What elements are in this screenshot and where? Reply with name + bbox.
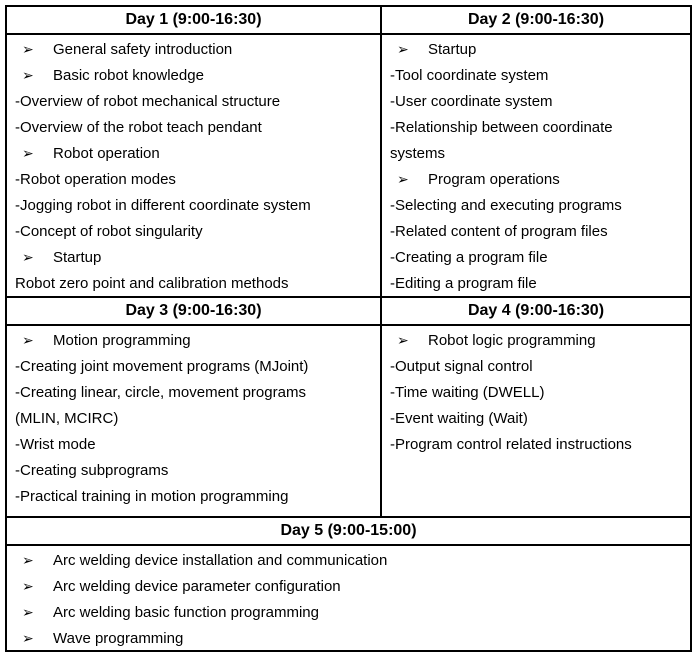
schedule-item [7, 379, 380, 405]
schedule-item [7, 244, 380, 270]
header-row-day5 [7, 518, 690, 546]
schedule-item-text: -User coordinate system [390, 92, 553, 110]
schedule-item-text: -Output signal control [390, 357, 533, 375]
schedule-item-text: -Related content of program files [390, 222, 608, 240]
schedule-item-text: Program operations [428, 170, 560, 188]
content-row-day5 [7, 546, 690, 650]
schedule-item [7, 327, 380, 353]
schedule-item [382, 218, 690, 244]
schedule-item-text: (MLIN, MCIRC) [15, 409, 119, 427]
day4-header: Day 4 (9:00-16:30) [467, 302, 605, 319]
schedule-item-text: -Tool coordinate system [390, 66, 549, 84]
training-schedule-table [5, 5, 692, 652]
schedule-item-text: -Program control related instructions [390, 435, 632, 453]
schedule-item [382, 166, 690, 192]
day2-content [382, 35, 690, 296]
schedule-item-text: Startup [53, 248, 102, 266]
arrow-bullet-icon: ➢ [22, 578, 34, 594]
arrow-bullet-icon: ➢ [397, 332, 409, 348]
schedule-item [7, 431, 380, 457]
schedule-item [382, 379, 690, 405]
schedule-item-text: -Robot operation modes [15, 170, 176, 188]
schedule-item-text: -Wrist mode [15, 435, 96, 453]
schedule-item-text: Arc welding basic function programming [53, 603, 319, 621]
content-row-day3-day4 [7, 326, 690, 518]
schedule-item [7, 405, 380, 431]
schedule-item-text: -Selecting and executing programs [390, 196, 622, 214]
schedule-item-text: -Jogging robot in different coordinate system [15, 196, 311, 214]
schedule-item [382, 244, 690, 270]
schedule-item [382, 405, 690, 431]
day1-content [7, 35, 382, 296]
schedule-item [382, 114, 690, 140]
content-row-day1-day2 [7, 35, 690, 298]
schedule-item [382, 36, 690, 62]
schedule-item-text: -Concept of robot singularity [15, 222, 203, 240]
schedule-item-text: Arc welding device parameter configuration [53, 577, 341, 595]
schedule-item [382, 140, 690, 166]
schedule-item [7, 270, 380, 296]
schedule-item-text: -Practical training in motion programming [15, 487, 289, 505]
arrow-bullet-icon: ➢ [22, 41, 34, 57]
schedule-item-text: Wave programming [53, 629, 184, 647]
schedule-item-text: -Time waiting (DWELL) [390, 383, 545, 401]
schedule-item [7, 166, 380, 192]
schedule-item [7, 114, 380, 140]
arrow-bullet-icon: ➢ [22, 604, 34, 620]
schedule-item-text: -Creating joint movement programs (MJoint) [15, 357, 309, 375]
schedule-item-text: Robot operation [53, 144, 160, 162]
day2-header: Day 2 (9:00-16:30) [467, 11, 605, 28]
schedule-item-text: -Editing a program file [390, 274, 537, 292]
schedule-item [7, 599, 690, 625]
schedule-item [382, 327, 690, 353]
schedule-item [382, 270, 690, 296]
day5-header: Day 5 (9:00-15:00) [280, 522, 417, 539]
day3-header: Day 3 (9:00-16:30) [7, 298, 382, 324]
day5-content [7, 546, 690, 650]
schedule-item-text: -Event waiting (Wait) [390, 409, 528, 427]
schedule-item [382, 88, 690, 114]
schedule-item [7, 140, 380, 166]
header-row-day1-day2 [7, 7, 690, 35]
schedule-item-text: Arc welding device installation and communication [53, 551, 388, 569]
schedule-item [382, 192, 690, 218]
schedule-item-text: Basic robot knowledge [53, 66, 204, 84]
schedule-item-text: systems [390, 144, 446, 162]
day1-header: Day 1 (9:00-16:30) [7, 7, 382, 33]
schedule-item-text: Robot logic programming [428, 331, 596, 349]
arrow-bullet-icon: ➢ [22, 249, 34, 265]
schedule-item [7, 36, 380, 62]
arrow-bullet-icon: ➢ [22, 145, 34, 161]
header-row-day3-day4 [7, 298, 690, 326]
schedule-item [382, 353, 690, 379]
arrow-bullet-icon: ➢ [397, 41, 409, 57]
schedule-item [7, 88, 380, 114]
schedule-item-text: -Creating subprograms [15, 461, 169, 479]
schedule-item-text: -Creating a program file [390, 248, 548, 266]
schedule-item [7, 218, 380, 244]
arrow-bullet-icon: ➢ [22, 552, 34, 568]
schedule-item [7, 192, 380, 218]
schedule-item [382, 431, 690, 457]
schedule-item [7, 457, 380, 483]
schedule-item [7, 547, 690, 573]
arrow-bullet-icon: ➢ [22, 630, 34, 646]
schedule-item-text: Startup [428, 40, 477, 58]
schedule-item-text: -Relationship between coordinate [390, 118, 613, 136]
arrow-bullet-icon: ➢ [22, 332, 34, 348]
day3-content [7, 326, 382, 516]
arrow-bullet-icon: ➢ [397, 171, 409, 187]
schedule-item-text: General safety introduction [53, 40, 233, 58]
schedule-item-text: -Creating linear, circle, movement programs [15, 383, 306, 401]
schedule-item-text: Robot zero point and calibration methods [15, 274, 289, 292]
schedule-item [7, 483, 380, 509]
day4-content [382, 326, 690, 516]
schedule-item [7, 625, 690, 650]
schedule-item [382, 62, 690, 88]
schedule-item [7, 573, 690, 599]
schedule-item [7, 62, 380, 88]
schedule-item [7, 353, 380, 379]
arrow-bullet-icon: ➢ [22, 67, 34, 83]
schedule-item-text: -Overview of the robot teach pendant [15, 118, 262, 136]
schedule-item-text: Motion programming [53, 331, 191, 349]
schedule-item-text: -Overview of robot mechanical structure [15, 92, 281, 110]
